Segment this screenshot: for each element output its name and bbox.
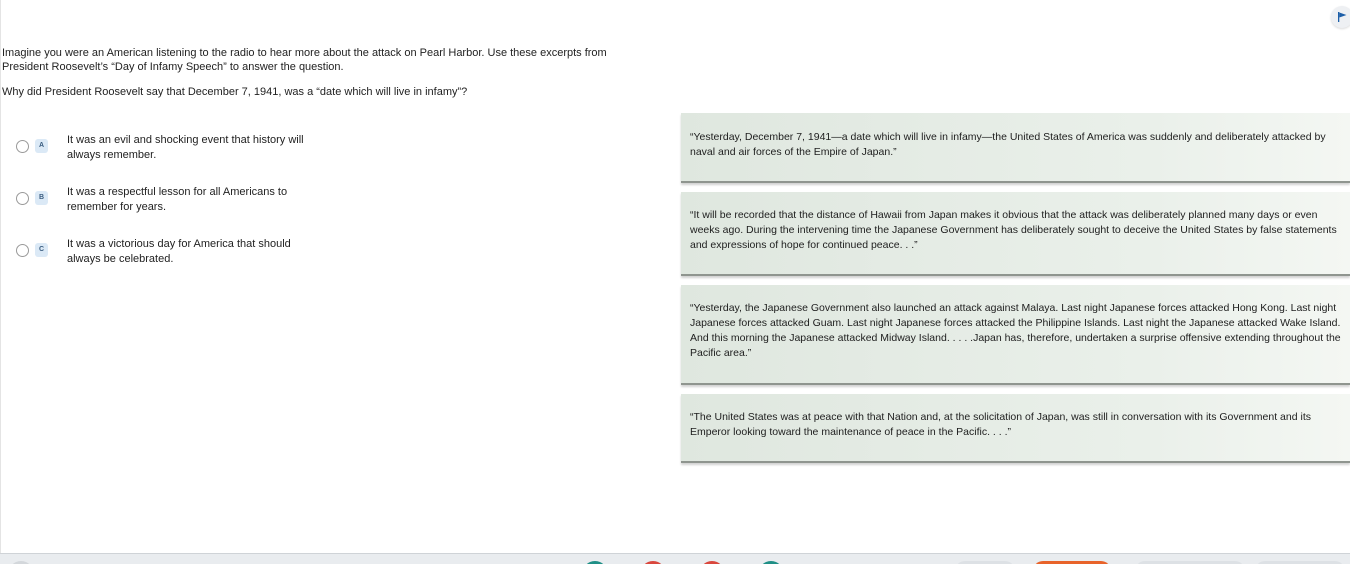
radio-button[interactable] — [16, 192, 29, 205]
answer-choice-a[interactable] — [14, 136, 314, 172]
speech-excerpt-card — [681, 113, 1350, 183]
radio-button[interactable] — [16, 140, 29, 153]
choice-text: It was a victorious day for America that should always be celebrated. — [67, 238, 291, 265]
choice-letter-badge: B — [35, 191, 48, 205]
excerpt-text: “Yesterday, December 7, 1941—a date which will live in infamy—the United States of America was suddenly and deliberately attacked by naval and air forces of the Empire of Japan.” — [690, 131, 1326, 158]
radio-button[interactable] — [16, 244, 29, 257]
choice-letter-badge: A — [35, 139, 48, 153]
speech-excerpt-card — [681, 394, 1350, 463]
answer-choice-b[interactable] — [14, 188, 314, 224]
question-prompt: Imagine you were an American listening to the radio to hear more about the attack on Pearl Harbor. Use these excerpts from President Roosevelt’s “Day of Infamy Speech” to answer the question. — [2, 47, 607, 73]
flag-question-button[interactable] — [1331, 6, 1350, 28]
choice-letter-badge: C — [35, 243, 48, 257]
excerpt-text: “It will be recorded that the distance of Hawaii from Japan makes it obvious that the attack was deliberately planned many days or even weeks ago. During the intervening time the Japanese Government has deliberately sought to deceive the United States by false statements and expressions of hope for continued peace. . .” — [690, 209, 1337, 251]
answer-choice-c[interactable] — [14, 240, 314, 276]
excerpt-text: “Yesterday, the Japanese Government also launched an attack against Malaya. Last night Japanese forces attacked Hong Kong. Last night Japanese forces attacked Guam. Last night Japanese forces attacked the Philippine Islands. Last night the Japanese attacked Wake Island. And this morning the Japanese attacked Midway Island. . . . .Japan has, therefore, undertaken a surprise offensive extending throughout the Pacific area.” — [690, 302, 1341, 359]
question-text: Why did President Roosevelt say that December 7, 1941, was a “date which will live in infamy”? — [2, 86, 468, 98]
excerpt-text: “The United States was at peace with that Nation and, at the solicitation of Japan, was still in conversation with its Government and its Emperor looking toward the maintenance of peace in the Pacific. . . .” — [690, 411, 1311, 438]
speech-excerpt-card — [681, 192, 1350, 276]
choice-text: It was an evil and shocking event that history will always remember. — [67, 134, 304, 161]
speech-excerpt-card — [681, 285, 1350, 385]
choice-text: It was a respectful lesson for all Americans to remember for years. — [67, 186, 288, 213]
left-divider — [0, 0, 1, 553]
flag-icon — [1336, 11, 1348, 23]
bottom-toolbar — [0, 553, 1350, 564]
